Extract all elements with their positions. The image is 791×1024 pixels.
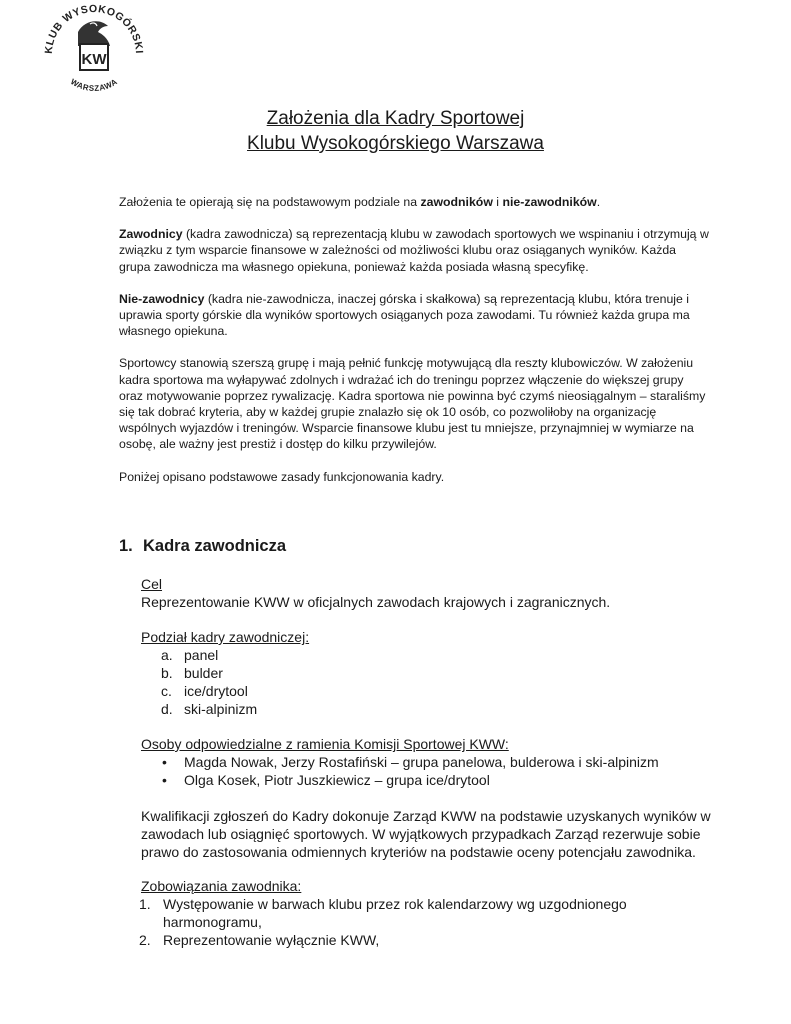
osoby-label: Osoby odpowiedzialne z ramienia Komisji Sportowej KWW:	[141, 736, 509, 752]
list-item: • Magda Nowak, Jerzy Rostafiński – grupa panelowa, bulderowa i ski-alpinizm	[162, 754, 659, 770]
cel-text: Reprezentowanie KWW w oficjalnych zawodach krajowych i zagranicznych.	[141, 594, 611, 610]
cel-block	[141, 575, 721, 611]
intro-section	[119, 194, 709, 501]
osoby-block	[141, 735, 721, 789]
bullet-icon: •	[162, 772, 167, 788]
intro-paragraph-2: Zawodnicy (kadra zawodnicza) są reprezentacją klubu w zawodach sportowych we wspinaniu i otrzymują w związku z tym wsparcie finansowe w zależności od możliwości klubu oraz osiąganych wyników. Każda grupa zawodnicza ma własnego opiekuna, ponieważ każda posiada własną specyfikę.	[119, 227, 709, 274]
club-logo	[38, 4, 150, 96]
cel-label: Cel	[141, 576, 163, 592]
logo-monogram: KW	[81, 51, 107, 68]
zobowiazania-block	[141, 877, 641, 949]
logo-bottom-text: WARSZAWA	[68, 77, 120, 94]
podzial-label: Podział kadry zawodniczej:	[141, 629, 310, 645]
zobowiazania-label: Zobowiązania zawodnika:	[141, 878, 302, 894]
kwalifikacja-paragraph: Kwalifikacji zgłoszeń do Kadry dokonuje Zarząd KWW na podstawie uzyskanych wyników w zawodach lub osiągnięć sportowych. W wyjątkowych przypadkach Zarząd rezerwuje sobie prawo do zastosowania odmiennych kryteriów na podstawie oceny potencjału zawodnika.	[141, 808, 711, 860]
bullet-icon: •	[162, 754, 167, 770]
list-item: a. panel	[161, 647, 219, 663]
intro-paragraph-4: Sportowcy stanowią szerszą grupę i mają pełnić funkcję motywującą dla reszty klubowiczów. W założeniu kadra sportowa ma wyłapywać zdolnych i wdrażać ich do treningu poprzez włączenie do większej grupy oraz motywowanie poprzez rywalizację. Kadra sportowa nie powinna być czymś nieosiągalnym – staraliśmy się tak dobrać kryteria, aby w każdej grupie znalazło się ok 10 osób, co pozwoliłoby na organizację wspólnych wyjazdów i treningów. Wsparcie finansowe klubu jest tu mniejsze, przynajmniej w wymiarze na osobę, ale ważny jest prestiż i dostęp do kilku przywilejów.	[119, 356, 706, 452]
list-item: d. ski-alpinizm	[161, 701, 258, 717]
list-item: 1. Występowanie w barwach klubu przez rok kalendarzowy wg uzgodnionego harmonogramu,	[139, 896, 627, 930]
intro-paragraph-5: Poniżej opisano podstawowe zasady funkcjonowania kadry.	[119, 469, 445, 484]
list-item: • Olga Kosek, Piotr Juszkiewicz – grupa ice/drytool	[162, 772, 490, 788]
section-heading: 1. Kadra zawodnicza	[119, 537, 287, 555]
podzial-block	[141, 628, 721, 718]
intro-paragraph-1: Założenia te opierają się na podstawowym podziale na zawodników i nie-zawodników.	[119, 195, 601, 209]
document-title: Założenia dla Kadry Sportowej	[266, 108, 525, 129]
list-item: c. ice/drytool	[161, 683, 248, 699]
logo-ring-text: KLUB WYSOKOGÓRSKI	[42, 4, 146, 55]
document-subtitle: Klubu Wysokogórskiego Warszawa	[247, 133, 544, 154]
list-item: 2. Reprezentowanie wyłącznie KWW,	[139, 932, 380, 948]
svg-text:WARSZAWA	[69, 77, 119, 93]
list-item: b. bulder	[161, 665, 223, 681]
eagle-icon	[78, 21, 110, 46]
intro-paragraph-3: Nie-zawodnicy (kadra nie-zawodnicza, inaczej górska i skałkowa) są reprezentacją klubu, która trenuje i uprawia sporty górskie dla wyników sportowych osiąganych poza zawodami. Tu również każda grupa ma własnego opiekuna.	[119, 291, 690, 339]
